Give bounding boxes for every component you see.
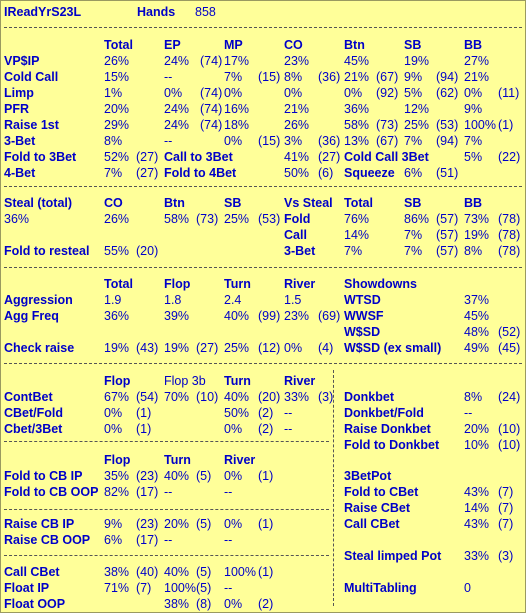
stat-value: 0% <box>284 341 303 355</box>
stat-value: 21% <box>344 70 370 84</box>
stat-label: MultiTabling <box>344 581 417 595</box>
stat-value: 50% <box>284 166 310 180</box>
stat-label: Agg Freq <box>4 309 59 323</box>
stat-label: Fold to CB OOP <box>4 485 99 499</box>
stat-label: 3-Bet <box>4 134 36 148</box>
stat-value: 5% <box>404 86 423 100</box>
stat-label: Fold to resteal <box>4 244 90 258</box>
stat-label: W$SD (ex small) <box>344 341 442 355</box>
column-header: Turn <box>164 453 191 467</box>
stat-value: 100% <box>164 581 196 595</box>
stat-value: 48% <box>464 325 490 339</box>
stat-value: (7) <box>498 501 514 515</box>
column-header: River <box>284 277 316 291</box>
stat-value: -- <box>284 406 293 420</box>
stat-value: 27% <box>464 54 490 68</box>
stat-label: Squeeze <box>344 166 395 180</box>
stat-value: (17) <box>136 485 159 499</box>
section-title: Showdowns <box>344 277 417 291</box>
stat-value: (53) <box>436 118 459 132</box>
stat-value: (20) <box>258 390 281 404</box>
stat-value: (1) <box>498 118 514 132</box>
stat-value: 15% <box>104 70 130 84</box>
stat-value: (6) <box>318 166 334 180</box>
stat-label: Cbet/3Bet <box>4 422 63 436</box>
stat-value: -- <box>164 70 173 84</box>
stat-value: (15) <box>258 70 281 84</box>
stat-value: (12) <box>258 341 281 355</box>
stat-value: 0% <box>284 86 303 100</box>
stat-value: 36% <box>104 309 130 323</box>
stat-value: (40) <box>136 565 159 579</box>
section-title: 3BetPot <box>344 469 392 483</box>
stat-value: 100% <box>464 118 496 132</box>
stat-value: (74) <box>200 86 223 100</box>
divider <box>4 186 522 187</box>
stat-value: 20% <box>164 517 190 531</box>
stat-value: 40% <box>164 469 190 483</box>
stat-value: (57) <box>436 212 459 226</box>
stat-value: 0% <box>164 86 183 100</box>
stat-value: (92) <box>376 86 399 100</box>
stat-value: 21% <box>464 70 490 84</box>
stat-value: 26% <box>104 212 130 226</box>
stat-value: 33% <box>464 549 490 563</box>
stat-value: 86% <box>404 212 430 226</box>
stat-label: Aggression <box>4 293 73 307</box>
stat-value: (5) <box>196 517 212 531</box>
stat-value: (11) <box>498 86 520 100</box>
column-divider <box>333 370 334 606</box>
stat-value: 39% <box>164 309 190 323</box>
stat-value: 0% <box>224 469 243 483</box>
stat-value: 7% <box>224 70 243 84</box>
column-header: CO <box>284 38 303 52</box>
stat-value: 0% <box>224 422 243 436</box>
stat-value: 38% <box>164 597 190 611</box>
stat-value: (3) <box>318 390 334 404</box>
stat-value: (53) <box>258 212 281 226</box>
stat-value: 14% <box>344 228 370 242</box>
stat-value: (2) <box>258 406 274 420</box>
stat-value: (23) <box>136 517 159 531</box>
divider <box>4 555 329 556</box>
stat-value: 6% <box>404 166 423 180</box>
stat-label: W$SD <box>344 325 381 339</box>
stat-value: (7) <box>498 485 514 499</box>
stat-label: Call to 3Bet <box>164 150 233 164</box>
stat-value: 0% <box>224 86 243 100</box>
stat-value: 55% <box>104 244 130 258</box>
stat-value: (7) <box>498 517 514 531</box>
stat-value: 52% <box>104 150 130 164</box>
stat-value: (1) <box>258 469 274 483</box>
stat-value: (10) <box>498 422 521 436</box>
stat-value: (2) <box>258 422 274 436</box>
stat-value: 21% <box>284 102 310 116</box>
stat-label: Call CBet <box>4 565 60 579</box>
stat-value: (57) <box>436 244 459 258</box>
stat-value: (57) <box>436 228 459 242</box>
column-header: SB <box>404 196 422 210</box>
stat-value: 0% <box>104 406 123 420</box>
column-header: Turn <box>224 374 251 388</box>
stat-value: (99) <box>258 309 281 323</box>
stat-value: 100% <box>224 565 256 579</box>
stat-value: (74) <box>200 102 223 116</box>
stat-value: (67) <box>376 70 399 84</box>
divider <box>4 363 522 364</box>
stat-value: 2.4 <box>224 293 242 307</box>
stat-label: Fold to CBet <box>344 485 419 499</box>
stat-value: (62) <box>436 86 459 100</box>
stat-value: 25% <box>404 118 430 132</box>
stat-label: Float IP <box>4 581 50 595</box>
stat-value: 7% <box>404 228 423 242</box>
stat-value: (54) <box>136 390 159 404</box>
stat-value: 36% <box>344 102 370 116</box>
stat-value: -- <box>164 533 173 547</box>
divider <box>4 267 522 268</box>
stat-value: (23) <box>136 469 159 483</box>
stat-label: Steal limped Pot <box>344 549 442 563</box>
stat-value: 8% <box>284 70 303 84</box>
stat-value: 45% <box>464 309 490 323</box>
stat-label: Raise CB OOP <box>4 533 91 547</box>
stat-label: 3-Bet <box>284 244 316 258</box>
stat-value: 1% <box>104 86 123 100</box>
stat-value: (1) <box>258 517 274 531</box>
stat-value: 26% <box>284 118 310 132</box>
hands-value: 858 <box>195 5 216 19</box>
stat-value: 20% <box>104 102 130 116</box>
stat-value: -- <box>224 581 233 595</box>
stat-value: (27) <box>196 341 219 355</box>
column-header: Btn <box>164 196 185 210</box>
stat-value: (74) <box>200 118 223 132</box>
stat-value: 20% <box>464 422 490 436</box>
column-header: Flop <box>104 374 131 388</box>
stat-value: 0 <box>464 581 471 595</box>
stat-value: 19% <box>404 54 430 68</box>
column-header: CO <box>104 196 123 210</box>
stat-value: (5) <box>196 581 212 595</box>
column-header: SB <box>224 196 242 210</box>
stat-value: 29% <box>104 118 130 132</box>
stat-value: 40% <box>164 565 190 579</box>
stat-value: -- <box>224 533 233 547</box>
stat-label: Call CBet <box>344 517 400 531</box>
stat-value: -- <box>164 134 173 148</box>
stat-value: 23% <box>284 54 310 68</box>
column-header: Flop <box>164 277 191 291</box>
stat-label: WWSF <box>344 309 384 323</box>
stat-value: (5) <box>196 565 212 579</box>
stat-value: 82% <box>104 485 130 499</box>
stat-label: Raise 1st <box>4 118 59 132</box>
stat-value: 18% <box>224 118 250 132</box>
hands-label: Hands <box>137 5 176 19</box>
stat-value: 7% <box>344 244 363 258</box>
divider <box>4 441 329 442</box>
stat-value: (27) <box>136 150 159 164</box>
stat-label: 4-Bet <box>4 166 36 180</box>
stat-value: 9% <box>104 517 123 531</box>
stat-value: 8% <box>464 390 483 404</box>
stat-label: Fold to CB IP <box>4 469 83 483</box>
stat-value: 1.5 <box>284 293 302 307</box>
stat-value: (51) <box>436 166 459 180</box>
stat-value: 7% <box>404 244 423 258</box>
column-header: Total <box>344 196 373 210</box>
stat-value: (24) <box>498 390 521 404</box>
stat-value: 1.9 <box>104 293 122 307</box>
stat-value: (69) <box>318 309 341 323</box>
stat-value: 36% <box>4 212 30 226</box>
stat-label: WTSD <box>344 293 381 307</box>
stat-value: (43) <box>136 341 159 355</box>
stat-label: Float OOP <box>4 597 66 611</box>
stat-value: 16% <box>224 102 250 116</box>
stat-value: 0% <box>464 86 483 100</box>
stat-value: 14% <box>464 501 490 515</box>
stat-label: CBet/Fold <box>4 406 64 420</box>
stat-value: 33% <box>284 390 310 404</box>
stat-value: 50% <box>224 406 250 420</box>
stat-value: (94) <box>436 134 459 148</box>
stat-value: 71% <box>104 581 130 595</box>
stat-value: 43% <box>464 485 490 499</box>
stat-value: (10) <box>196 390 219 404</box>
stat-value: (52) <box>498 325 521 339</box>
stat-value: 40% <box>224 309 250 323</box>
stat-label: Fold to 3Bet <box>4 150 77 164</box>
stat-value: (15) <box>258 134 281 148</box>
stat-label: Fold to 4Bet <box>164 166 237 180</box>
stat-value: (27) <box>318 150 341 164</box>
stat-value: 0% <box>224 134 243 148</box>
stat-value: 40% <box>224 390 250 404</box>
stat-label: Vs Steal <box>284 196 333 210</box>
stat-value: 8% <box>104 134 123 148</box>
column-header: EP <box>164 38 181 52</box>
stat-value: (78) <box>498 228 521 242</box>
stat-value: (8) <box>196 597 212 611</box>
column-header: River <box>224 453 256 467</box>
stat-value: 10% <box>464 438 490 452</box>
stat-value: 0% <box>344 86 363 100</box>
stat-value: 41% <box>284 150 310 164</box>
stat-value: 19% <box>104 341 130 355</box>
stat-value: (1) <box>136 406 152 420</box>
stat-label: Raise CBet <box>344 501 410 515</box>
stat-value: 45% <box>344 54 370 68</box>
stat-value: 17% <box>224 54 250 68</box>
stat-value: 9% <box>404 70 423 84</box>
stat-value: 7% <box>464 134 483 148</box>
stat-value: 24% <box>164 118 190 132</box>
stat-value: (78) <box>498 244 521 258</box>
stat-value: 6% <box>104 533 123 547</box>
stat-value: 37% <box>464 293 490 307</box>
column-header: MP <box>224 38 243 52</box>
stat-value: (1) <box>258 565 274 579</box>
stat-value: (67) <box>376 134 399 148</box>
stat-value: 26% <box>104 54 130 68</box>
stat-value: (73) <box>376 118 399 132</box>
column-header: Flop 3b <box>164 374 206 388</box>
stat-value: (94) <box>436 70 459 84</box>
stat-value: 24% <box>164 54 190 68</box>
stat-value: 35% <box>104 469 130 483</box>
stat-value: (36) <box>318 70 341 84</box>
divider <box>4 27 522 28</box>
stat-value: 0% <box>224 597 243 611</box>
stat-value: (73) <box>196 212 219 226</box>
stat-value: 43% <box>464 517 490 531</box>
stat-label: Donkbet/Fold <box>344 406 424 420</box>
stat-label: Raise Donkbet <box>344 422 431 436</box>
stat-value: 25% <box>224 341 250 355</box>
stat-label: Raise CB IP <box>4 517 75 531</box>
stat-value: 0% <box>224 517 243 531</box>
stat-value: 3% <box>284 134 303 148</box>
stat-value: 1.8 <box>164 293 182 307</box>
stat-value: (1) <box>136 422 152 436</box>
stat-value: -- <box>164 485 173 499</box>
column-header: Total <box>104 38 133 52</box>
column-header: BB <box>464 196 483 210</box>
stat-label: Donkbet <box>344 390 394 404</box>
stat-value: 19% <box>464 228 490 242</box>
stat-value: 70% <box>164 390 190 404</box>
player-name: IReadYrS23L <box>4 5 82 19</box>
stat-label: PFR <box>4 102 29 116</box>
stat-value: 0% <box>104 422 123 436</box>
stat-label: Limp <box>4 86 34 100</box>
stat-value: 13% <box>344 134 370 148</box>
stat-value: -- <box>284 422 293 436</box>
stat-value: (22) <box>498 150 521 164</box>
stat-value: 38% <box>104 565 130 579</box>
stat-label: Cold Call 3Bet <box>344 150 429 164</box>
stat-value: (5) <box>196 469 212 483</box>
stat-label: Call <box>284 228 307 242</box>
stat-value: (2) <box>258 597 274 611</box>
column-header: River <box>284 374 316 388</box>
stat-value: 67% <box>104 390 130 404</box>
column-header: BB <box>464 38 483 52</box>
stat-value: (45) <box>498 341 521 355</box>
stat-value: 58% <box>164 212 190 226</box>
column-header: Turn <box>224 277 251 291</box>
stat-label: Steal (total) <box>4 196 73 210</box>
stat-label: Cold Call <box>4 70 59 84</box>
stat-value: 58% <box>344 118 370 132</box>
stat-value: 76% <box>344 212 370 226</box>
stat-value: (74) <box>200 54 223 68</box>
stat-label: Fold <box>284 212 311 226</box>
stat-value: -- <box>224 485 233 499</box>
stat-value: (7) <box>136 581 152 595</box>
stat-value: (10) <box>498 438 521 452</box>
stat-label: VP$IP <box>4 54 40 68</box>
stat-value: 24% <box>164 102 190 116</box>
stat-value: 5% <box>464 150 483 164</box>
stat-value: 8% <box>464 244 483 258</box>
stat-value: -- <box>464 406 473 420</box>
stat-value: (20) <box>136 244 159 258</box>
stat-value: (3) <box>498 549 514 563</box>
stat-value: (36) <box>318 134 341 148</box>
stat-value: 25% <box>224 212 250 226</box>
column-header: Total <box>104 277 133 291</box>
stat-value: 12% <box>404 102 430 116</box>
divider <box>4 509 329 510</box>
stat-value: 23% <box>284 309 310 323</box>
stat-label: Fold to Donkbet <box>344 438 440 452</box>
stat-value: 49% <box>464 341 490 355</box>
column-header: Btn <box>344 38 365 52</box>
stat-value: (78) <box>498 212 521 226</box>
stat-value: (4) <box>318 341 334 355</box>
stat-value: (27) <box>136 166 159 180</box>
stat-value: 9% <box>464 102 483 116</box>
stat-label: ContBet <box>4 390 53 404</box>
column-header: Flop <box>104 453 131 467</box>
stat-value: 7% <box>104 166 123 180</box>
stat-label: Check raise <box>4 341 75 355</box>
stat-value: 7% <box>404 134 423 148</box>
column-header: SB <box>404 38 422 52</box>
stat-value: (17) <box>136 533 159 547</box>
stat-value: 73% <box>464 212 490 226</box>
stat-value: 19% <box>164 341 190 355</box>
